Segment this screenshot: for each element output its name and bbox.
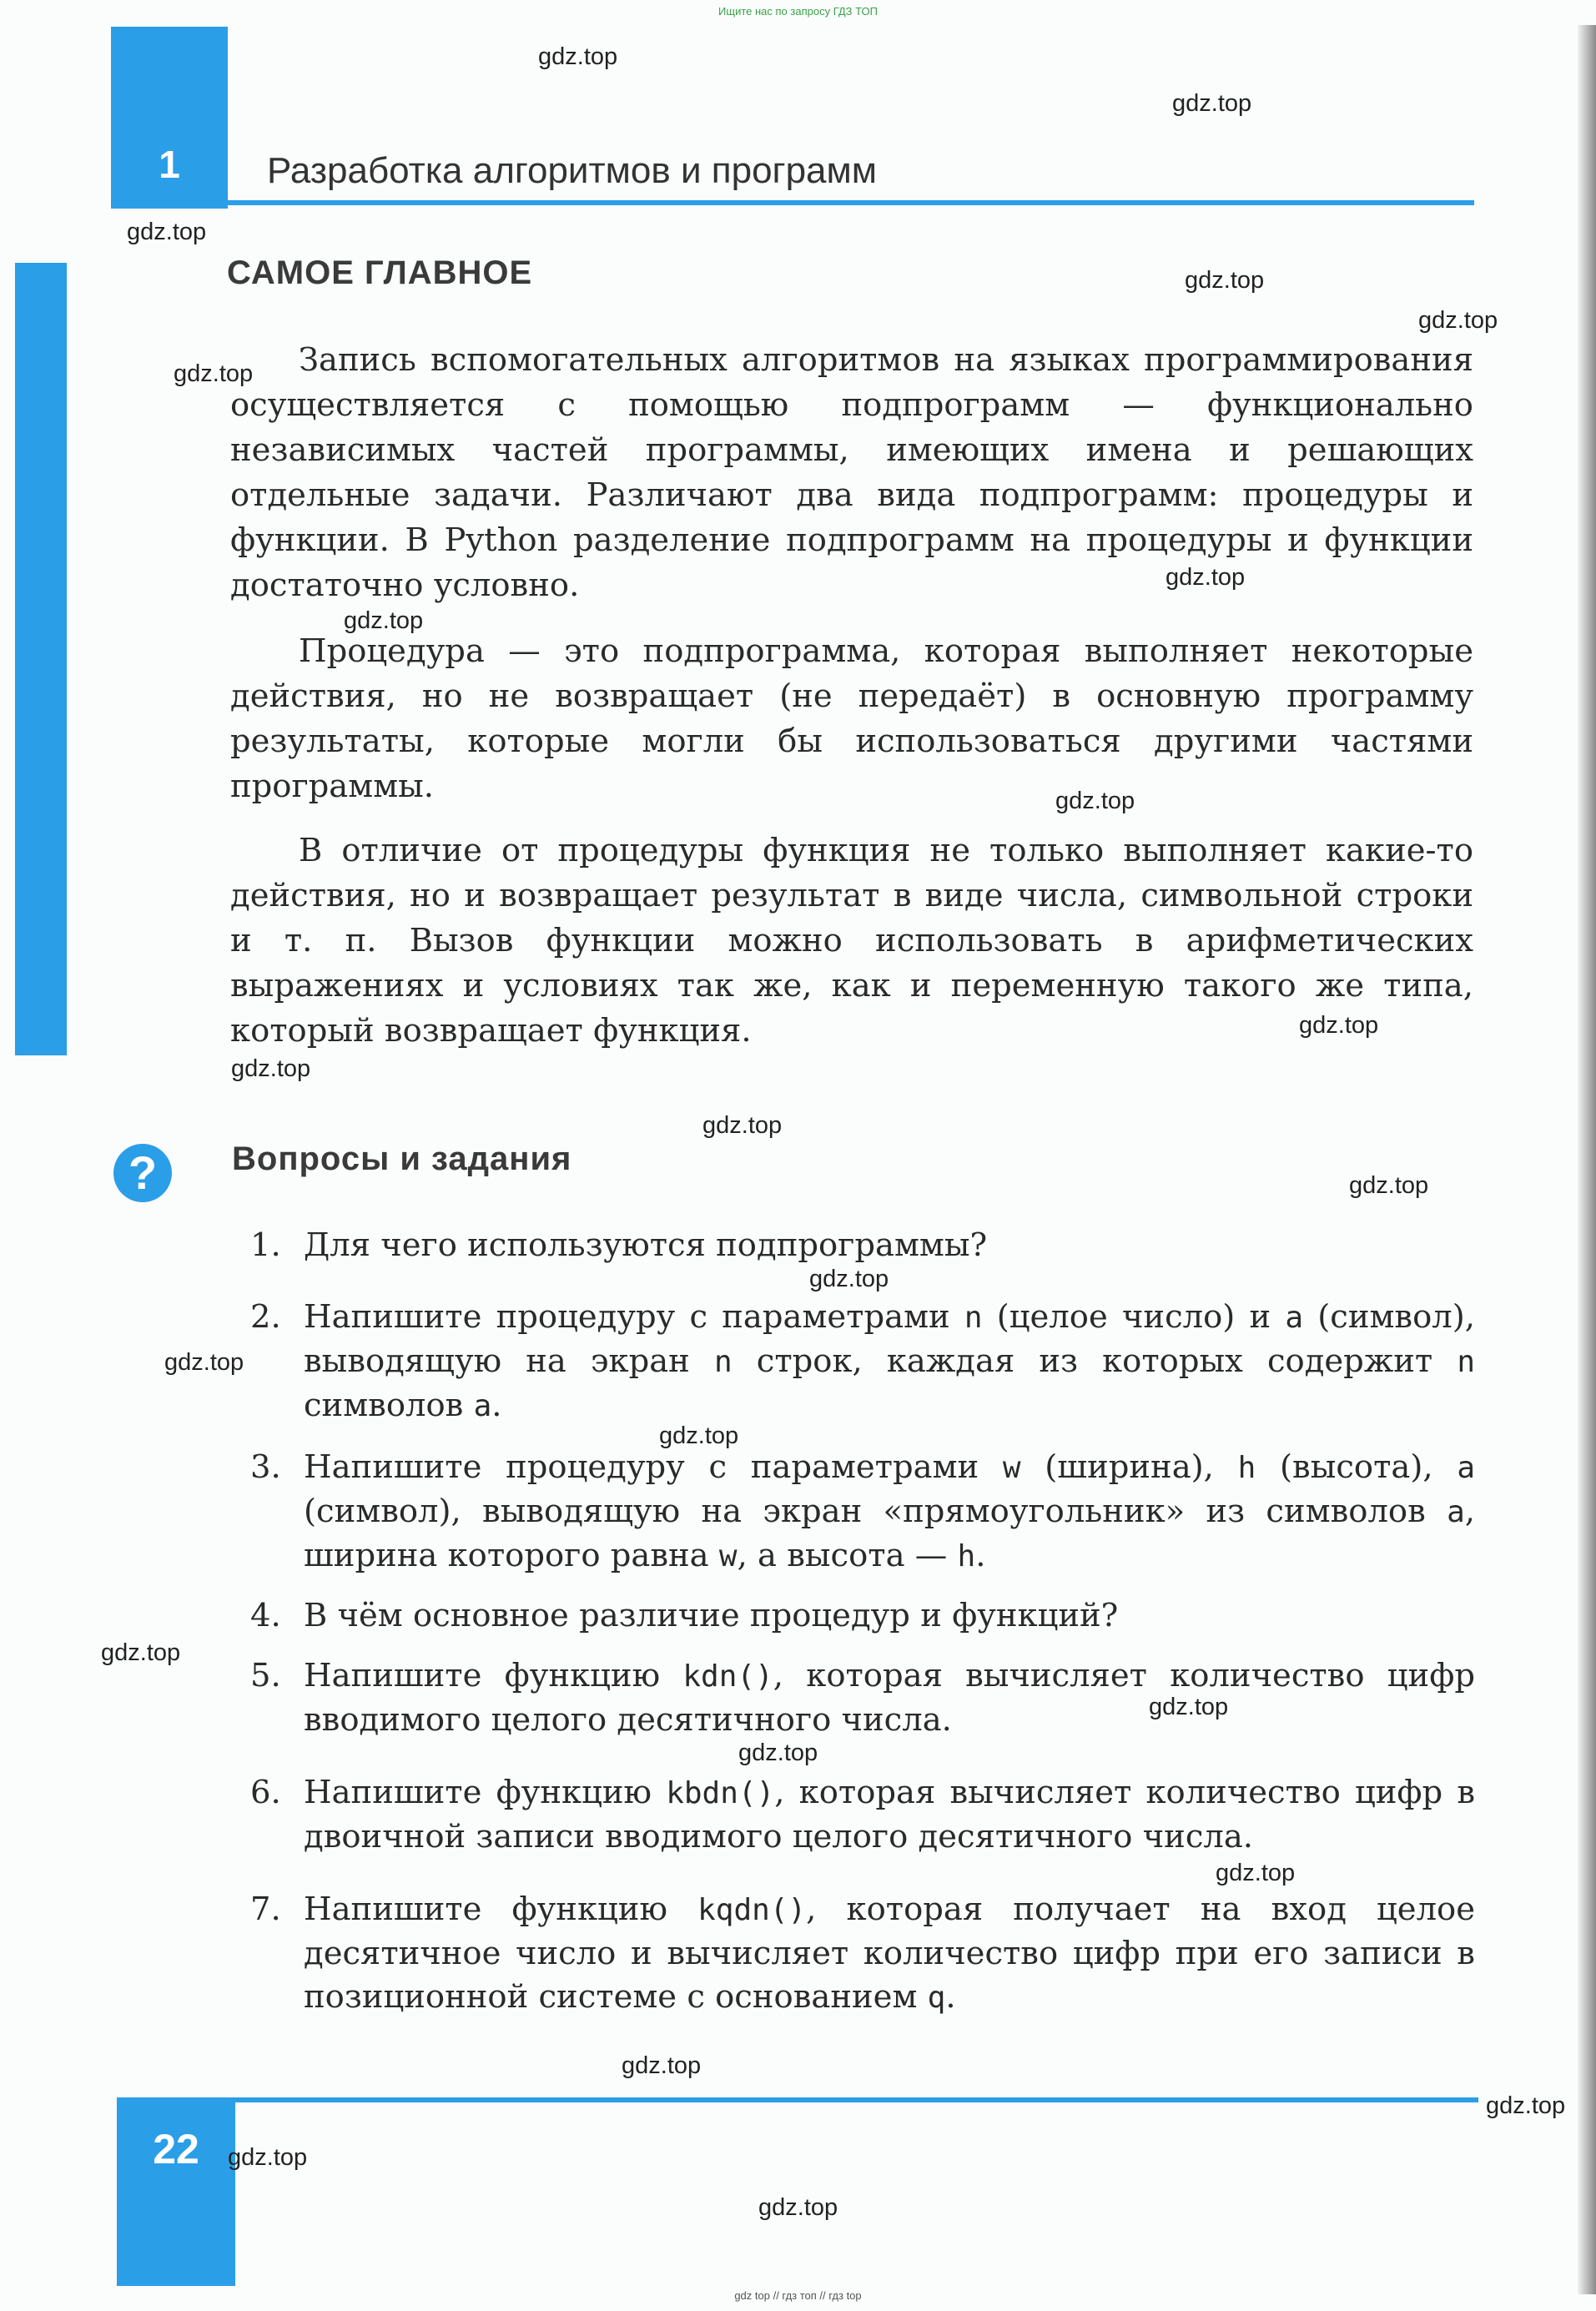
task-text-run: Напишите функцию [304,1891,698,1928]
code-token: a [473,1389,492,1423]
task-text [304,1888,1475,2020]
task-text [304,1771,1475,1859]
watermark: gdz.top [101,1639,181,1666]
code-token: h [1237,1451,1256,1485]
questions-title: Вопросы и задания [232,1140,572,1177]
watermark: gdz.top [1166,564,1246,591]
watermark: gdz.top [228,2144,308,2171]
watermark: gdz.top [164,1349,244,1376]
summary-side-bar [15,263,67,1055]
task-text-run: (ширина), [1020,1448,1238,1486]
code-token: a [1447,1495,1465,1529]
code-token: w [718,1539,738,1573]
task-number: 1. [250,1226,281,1264]
summary-title: САМОЕ ГЛАВНОЕ [227,254,533,291]
task-text-run: , ширина которого равна [304,1493,1475,1574]
task-text-run: (символ), выводящую на экран «прямоугольник» из символов [304,1493,1447,1530]
watermark: gdz.top [659,1422,739,1449]
code-token: q [927,1981,946,2015]
code-token: w [1002,1451,1021,1485]
watermark: gdz.top [809,1266,889,1292]
code-token: n [1457,1345,1475,1379]
page-edge-shadow [1578,25,1596,2294]
task-text [304,1594,1475,1638]
task-item [250,1296,1475,1428]
header-rule [228,200,1474,205]
code-token: n [713,1345,733,1379]
task-text [304,1446,1475,1578]
task-item [250,1446,1475,1578]
task-text-run: . [975,1537,986,1574]
task-number: 3. [250,1448,281,1486]
task-text-run: Напишите функцию [304,1774,667,1811]
code-token: a [1457,1451,1475,1485]
watermark: gdz.top [758,2194,838,2221]
task-text-run: (целое число) и [982,1298,1286,1336]
summary-paragraph-2: Процедура — это подпрограмма, которая выполняет некоторые действия, но не возвращает (не передаёт) в основную программу результаты, которые могли бы использоваться другими частями программы. [230,632,1473,805]
top-note: Ищите нас по запросу ГДЗ ТОП [718,5,878,18]
task-text [304,1296,1475,1428]
code-token: h [957,1539,976,1573]
task-text-run: символов [304,1387,474,1424]
task-text-run: , которая вычисляет количество цифр вводимого целого десятичного числа. [304,1657,1475,1739]
watermark: gdz.top [1418,307,1498,334]
task-text-run: Напишите процедуру с параметрами [304,1448,1003,1486]
task-text-run: Для чего используются подпрограммы? [304,1226,988,1264]
watermark: gdz.top [344,607,424,634]
task-item [250,1654,1475,1742]
task-item [250,1771,1475,1859]
task-text [304,1654,1475,1742]
watermark: gdz.top [538,43,618,70]
watermark: gdz.top [738,1740,818,1766]
watermark: gdz.top [622,2052,702,2079]
summary-paragraph-3: В отличие от процедуры функция не только выполняет какие-то действия, но и возвращает результат в виде числа, символьной строки и т. п. Вызов функции можно использовать в арифметических выражениях и условиях так же, как и переменную такого же типа, который возвращает функция. [230,832,1473,1050]
watermark: gdz.top [1486,2092,1566,2119]
task-item [250,1888,1475,2020]
task-text-run: Напишите процедуру с параметрами [304,1298,964,1336]
task-number: 2. [250,1298,281,1336]
code-token: kqdn() [697,1893,807,1927]
task-text-run: . [945,1978,956,2016]
watermark: gdz.top [1055,788,1135,814]
watermark: gdz.top [127,219,207,245]
task-text-run: (высота), [1256,1448,1458,1486]
task-item [250,1224,1475,1267]
page-number: 22 [153,2126,199,2173]
task-text-run: , которая вычисляет количество цифр в двоичной записи вводимого целого десятичного числа. [304,1774,1476,1855]
task-number: 7. [250,1891,281,1928]
watermark: gdz.top [1349,1172,1429,1199]
task-text-run: (символ), выводящую на экран [304,1298,1476,1380]
task-number: 5. [250,1657,281,1694]
chapter-number: 1 [159,143,180,186]
code-token: n [964,1301,983,1335]
task-text-run: строк, каждая из которых содержит [732,1342,1458,1380]
watermark: gdz.top [174,360,254,387]
question-icon: ? [113,1144,172,1202]
task-text-run: . [491,1387,502,1424]
watermark: gdz.top [1216,1860,1296,1886]
watermark: gdz.top [231,1055,311,1082]
task-item [250,1594,1475,1638]
task-text-run: , которая получает на вход целое десятичное число и вычисляет количество цифр при его записи в позиционной системе с основанием [304,1891,1476,2016]
watermark: gdz.top [1299,1012,1379,1039]
task-text [304,1224,1475,1267]
bottom-note: gdz top // гдз топ // гдз top [734,2289,862,2302]
footer-rule [117,2097,1478,2102]
task-number: 6. [250,1774,281,1811]
watermark: gdz.top [1172,90,1252,117]
task-text-run: , а высота — [737,1537,958,1574]
summary-paragraph-1: Запись вспомогательных алгоритмов на языках программирования осуществляется с помощью подпрограмм — функционально независимых частей программы, имеющих имена и решающих отдельные задачи. Различают два вида подпрограмм: процедуры и функции. В Python разделение подпрограмм на процедуры и функции достаточно условно. [230,341,1473,604]
watermark: gdz.top [702,1112,783,1139]
watermark: gdz.top [1149,1694,1229,1720]
task-text-run: В чём основное различие процедур и функций? [304,1597,1119,1634]
task-number: 4. [250,1597,281,1634]
task-text-run: Напишите функцию [304,1657,683,1694]
code-token: kdn() [682,1659,773,1694]
chapter-title: Разработка алгоритмов и программ [267,150,878,191]
watermark: gdz.top [1185,267,1265,294]
code-token: a [1285,1301,1304,1335]
code-token: kbdn() [666,1776,775,1810]
